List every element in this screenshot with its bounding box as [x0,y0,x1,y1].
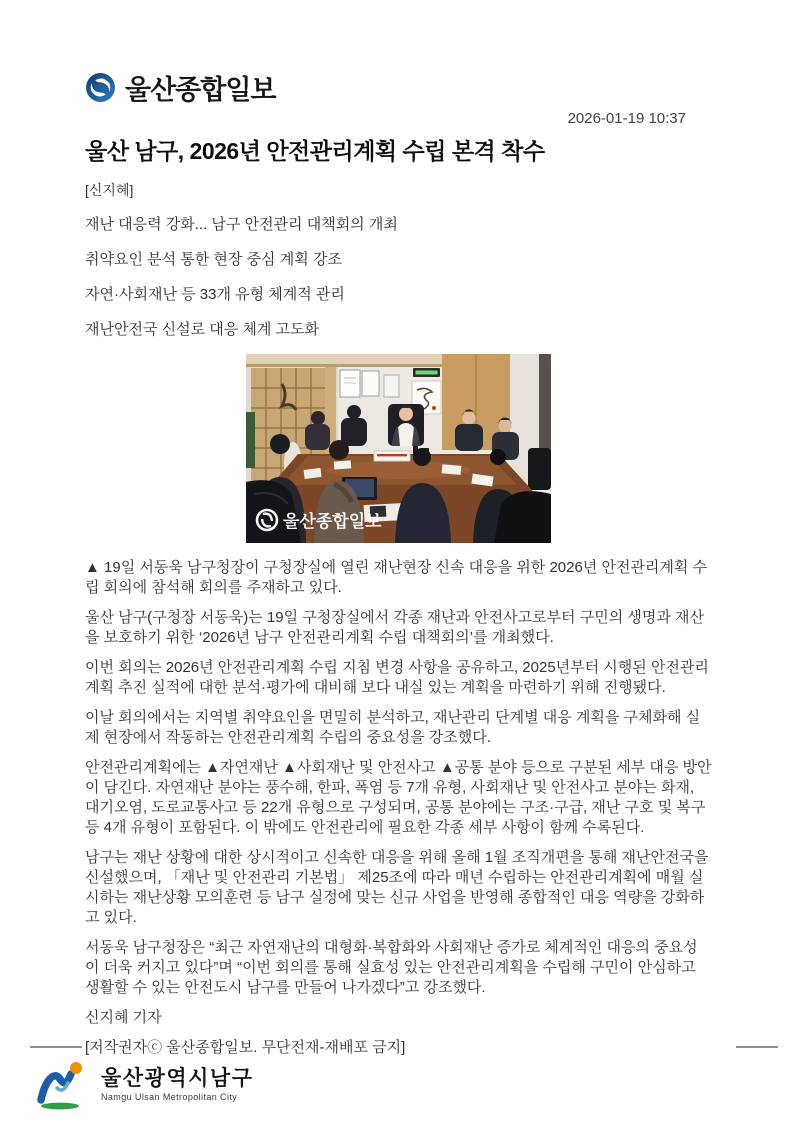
copyright-notice: [저작권자ⓒ 울산종합일보. 무단전재-재배포 금지] [85,1039,406,1056]
article-paragraph: 안전관리계획에는 ▲자연재난 ▲사회재난 및 안전사고 ▲공통 분야 등으로 구분된 세부 대응 방안이 담긴다. 자연재난 분야는 풍수해, 한파, 폭염 등 7개 유형, 사회재난 및 안전사고 분야는 화재, 대기오염, 도로교통사고 등 22개 유형으로 구성되며, 공통 분야에는 구조·구급, 재난 구호 및 복구 등 4개 유형이 포함된다. 이 밖에도 안전관리에 필요한 각종 세부 사항이 함께 수록된다. [85,759,712,836]
article-headline: 울산 남구, 2026년 안전관리계획 수립 본격 착수 [85,138,545,164]
article-paragraph: 울산 남구(구청장 서동욱)는 19일 구청장실에서 각종 재난과 안전사고로부터 구민의 생명과 재산을 보호하기 위한 ‘2026년 남구 안전관리계획 수립 대책회의’를 개최했다. [85,609,704,646]
masthead-logo[interactable] [85,70,712,104]
publish-datetime: 2026-01-19 10:37 [567,110,686,127]
photo-caption: ▲ 19일 서동욱 남구청장이 구청장실에 열린 재난현장 신속 대응을 위한 2026년 안전관리계획 수립 회의에 참석해 회의를 주재하고 있다. [85,559,708,596]
meeting-room-photo-illustration [246,354,551,543]
article-paragraph: 남구는 재난 상황에 대한 상시적이고 신속한 대응을 위해 올해 1월 조직개편을 통해 재난안전국을 신설했으며, 「재난 및 안전관리 기본법」 제25조에 따라 매년 수립하는 안전관리계획에 매월 실시하는 재난상황 모의훈련 등 남구 실정에 맞는 신규 사업을 반영해 종합적인 대응 역량을 강화하고 있다. [85,849,709,926]
article-subhead: 재난 대응력 강화... 남구 안전관리 대책회의 개최 [85,216,398,233]
footer-divider-right [736,1046,778,1048]
footer-org-name: 울산광역시남구 [101,1067,254,1090]
article-photo [246,354,551,543]
footer-divider-left [30,1046,82,1048]
article-byline: [신지혜] [85,182,134,198]
namgu-swoosh-icon [33,1059,91,1111]
article-paragraph: 서동욱 남구청장은 “최근 자연재난의 대형화·복합화와 사회재난 증가로 체계적인 대응의 중요성이 더욱 커지고 있다”며 “이번 회의를 통해 실효성 있는 안전관리계획을 수립해 구민이 안심하고 생활할 수 있는 안전도시 남구를 만들어 나가겠다”고 강조했다. [85,939,698,996]
footer-org-text [101,1068,254,1102]
article-paragraph: 이번 회의는 2026년 안전관리계획 수립 지침 변경 사항을 공유하고, 2025년부터 시행된 안전관리계획 추진 실적에 대한 분석·평가에 대비해 보다 내실 있는 계획을 마련하기 위해 진행됐다. [85,659,709,696]
photo-watermark-text: 울산종합일보 [283,512,382,531]
footer-org-logo[interactable] [33,1059,254,1111]
article-paragraph: 이날 회의에서는 지역별 취약요인을 면밀히 분석하고, 재난관리 단계별 대응 계획을 구체화해 실제 현장에서 작동하는 안전관리계획 수립의 중요성을 강조했다. [85,709,701,746]
article-subhead: 취약요인 분석 통한 현장 중심 계획 강조 [85,251,342,268]
swirl-circle-icon [85,72,116,103]
footer-org-name-en: Namgu Ulsan Metropolitan City [101,1092,238,1102]
masthead-logo-text: 울산종합일보 [125,74,276,105]
article-subhead: 재난안전국 신설로 대응 체계 고도화 [85,321,320,338]
article-subhead: 자연·사회재난 등 33개 유형 체계적 관리 [85,286,345,303]
reporter-name: 신지혜 기자 [85,1009,162,1026]
article-page [85,70,712,1058]
